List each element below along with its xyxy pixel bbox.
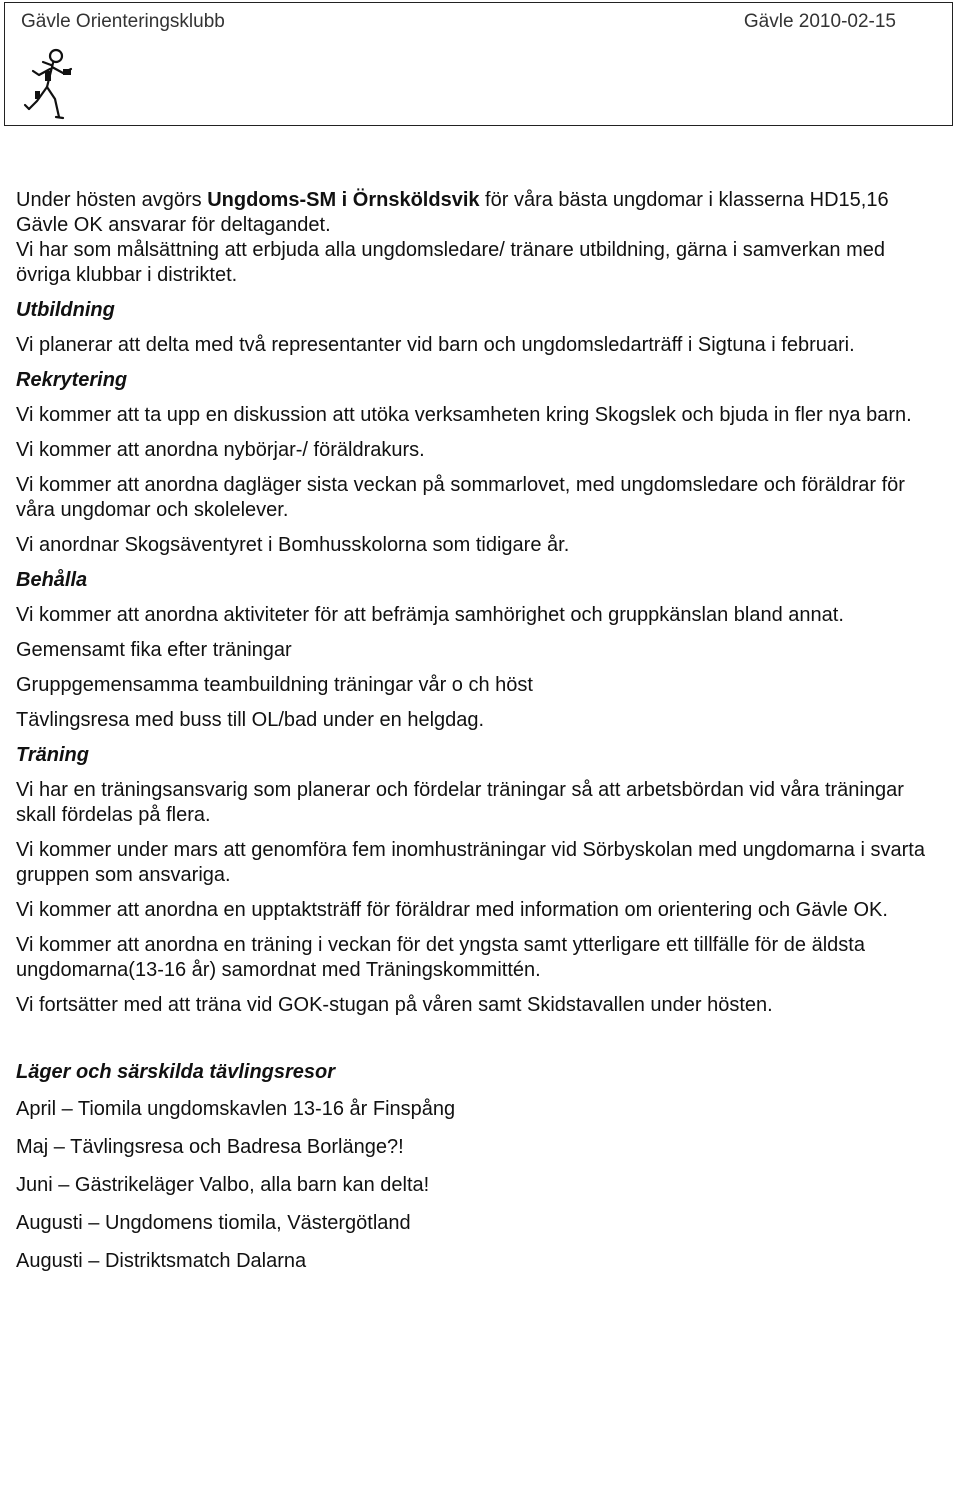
rekrytering-paragraph: Vi kommer att anordna dagläger sista veckan på sommarlovet, med ungdomsledare och föräldrar för våra ungdomar och skolelever. [16,474,905,521]
trip-item: April – Tiomila ungdomskavlen 13-16 år Finspång [16,1098,456,1120]
intro-paragraph-1: Under hösten avgörs Ungdoms-SM i Örnsköldsvik för våra bästa ungdomar i klasserna HD15,16 Gävle OK ansvarar för deltagandet. [16,189,889,236]
trip-item: Maj – Tävlingsresa och Badresa Borlänge?! [16,1136,404,1158]
document-body [16,188,941,1287]
behalla-paragraph: Tävlingsresa med buss till OL/bad under en helgdag. [16,709,485,731]
behalla-paragraph: Gruppgemensamma teambuildning träningar vår o ch höst [16,674,533,696]
section-heading-traning: Träning [16,744,89,766]
utbildning-paragraph: Vi planerar att delta med två representanter vid barn och ungdomsledarträff i Sigtuna i februari. [16,334,855,356]
traning-paragraph: Vi fortsätter med att träna vid GOK-stugan på våren samt Skidstavallen under hösten. [16,994,773,1016]
trip-item: Augusti – Ungdomens tiomila, Västergötland [16,1212,411,1234]
traning-paragraph: Vi kommer under mars att genomföra fem inomhusträningar vid Sörbyskolan med ungdomarna i svarta gruppen som ansvariga. [16,839,925,886]
rekrytering-paragraph: Vi kommer att ta upp en diskussion att utöka verksamheten kring Skogslek och bjuda in fler nya barn. [16,404,912,426]
traning-paragraph: Vi kommer att anordna en träning i veckan för det yngsta samt ytterligare ett tillfälle för de äldsta ungdomarna(13-16 år) samordnat med Träningskommittén. [16,934,865,981]
rekrytering-paragraph: Vi anordnar Skogsäventyret i Bomhusskolorna som tidigare år. [16,534,570,556]
orienteering-runner-icon [23,47,77,123]
document-date: Gävle 2010-02-15 [743,11,896,32]
section-heading-utbildning: Utbildning [16,299,115,321]
behalla-paragraph: Gemensamt fika efter träningar [16,639,292,661]
section-heading-lager: Läger och särskilda tävlingsresor [16,1061,336,1083]
section-heading-rekrytering: Rekrytering [16,369,128,391]
section-heading-behalla: Behålla [16,569,88,591]
rekrytering-paragraph: Vi kommer att anordna nybörjar-/ föräldrakurs. [16,439,425,461]
letterhead [4,2,953,126]
behalla-paragraph: Vi kommer att anordna aktiviteter för att befrämja samhörighet och gruppkänslan bland annat. [16,604,844,626]
event-name: Ungdoms-SM i Örnsköldsvik [207,189,480,211]
trip-item: Juni – Gästrikeläger Valbo, alla barn kan delta! [16,1174,430,1196]
trip-item: Augusti – Distriktsmatch Dalarna [16,1250,307,1272]
club-name: Gävle Orienteringsklubb [21,11,225,32]
traning-paragraph: Vi har en träningsansvarig som planerar och fördelar träningar så att arbetsbördan vid våra träningar skall fördelas på flera. [16,779,904,826]
intro-paragraph-2: Vi har som målsättning att erbjuda alla ungdomsledare/ tränare utbildning, gärna i samverkan med övriga klubbar i distriktet. [16,239,886,286]
traning-paragraph: Vi kommer att anordna en upptaktsträff för föräldrar med information om orientering och Gävle OK. [16,899,888,921]
